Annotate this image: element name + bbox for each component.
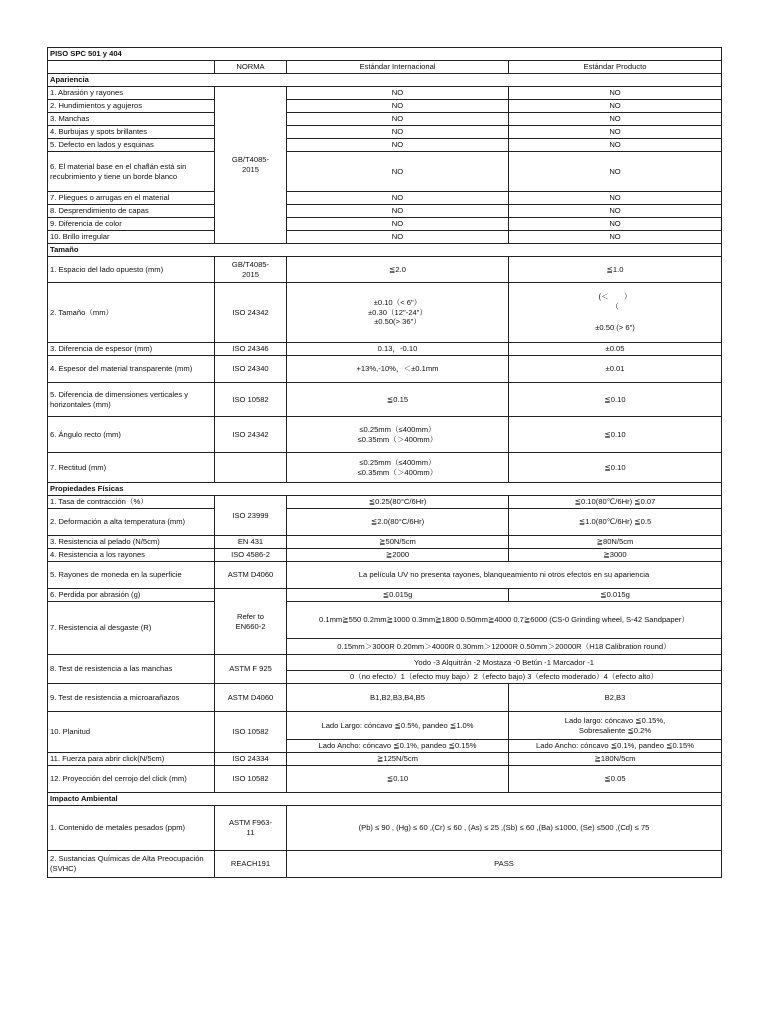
row-item: 2. Hundimientos y agujeros: [48, 100, 215, 113]
row-value: (Pb) ≤ 90 , (Hg) ≤ 60 ,(Cr) ≤ 60 , (As) ≤ 25 ,(Sb) ≤ 60 ,(Ba) ≤1000, (Se) ≤500 ,(Cd) ≤ 75: [287, 806, 722, 851]
table-row: [48, 509, 722, 536]
row-item: 5. Rayones de moneda en la superficie: [48, 562, 215, 589]
table-row: [48, 453, 722, 483]
row-norma: ASTM D4060: [215, 562, 287, 589]
header-empty: [48, 61, 215, 74]
table-row: [48, 417, 722, 453]
row-intl: NO: [287, 218, 509, 231]
table-row: [48, 589, 722, 602]
row-value: PASS: [287, 851, 722, 878]
table-row: [48, 205, 722, 218]
row-item: 12. Proyección del cerrojo del click (mm): [48, 766, 215, 793]
row-norma: ISO 23999: [215, 496, 287, 536]
row-norma: ISO 10582: [215, 712, 287, 753]
row-item: 1. Abrasión y rayones: [48, 87, 215, 100]
row-intl: ≤0.25mm（≤400mm） ≤0.35mm（＞400mm）: [287, 417, 509, 453]
row-intl: NO: [287, 126, 509, 139]
row-norma: ISO 24346: [215, 343, 287, 356]
table-row: [48, 562, 722, 589]
row-prod: NO: [509, 152, 722, 192]
table-row: [48, 257, 722, 283]
row-prod: ≦0.05: [509, 766, 722, 793]
row-prod: B2,B3: [509, 684, 722, 712]
table-row: [48, 496, 722, 509]
spec-table: [47, 47, 722, 878]
table-row: [48, 100, 722, 113]
row-item: 10. Brillo irregular: [48, 231, 215, 244]
row-intl: ≦2.0: [287, 257, 509, 283]
row-prod: NO: [509, 139, 722, 152]
row-prod: ≦0.10: [509, 417, 722, 453]
header-intl: Estándar Internacional: [287, 61, 509, 74]
section-row: [48, 244, 722, 257]
row-intl: ≦0.15: [287, 383, 509, 417]
table-row: [48, 87, 722, 100]
row-item: 4. Resistencia a los rayones: [48, 549, 215, 562]
row-intl: NO: [287, 87, 509, 100]
row-item: 6. Ángulo recto (mm): [48, 417, 215, 453]
row-norma: ISO 24340: [215, 356, 287, 383]
spacer: [511, 311, 719, 323]
table-row: [48, 113, 722, 126]
table-row: [48, 766, 722, 793]
section-ambiental: Impacto Ambiental: [48, 793, 722, 806]
row-norma: REACH191: [215, 851, 287, 878]
row-intl: NO: [287, 231, 509, 244]
table-row: [48, 231, 722, 244]
row-intl: NO: [287, 100, 509, 113]
row-intl: ≧2000: [287, 549, 509, 562]
row-item: 8. Test de resistencia a las manchas: [48, 655, 215, 684]
row-item: 7. Rectitud (mm): [48, 453, 215, 483]
row-item: 11. Fuerza para abrir click(N/5cm): [48, 753, 215, 766]
row-item: 9. Test de resistencia a microarañazos: [48, 684, 215, 712]
table-row: [48, 549, 722, 562]
row-norma: ISO 24342: [215, 417, 287, 453]
table-row: [48, 536, 722, 549]
prod-partial-text: (＜ ） （: [598, 291, 632, 311]
table-row: [48, 356, 722, 383]
section-tamano: Tamaño: [48, 244, 722, 257]
table-row: [48, 126, 722, 139]
row-item: 3. Manchas: [48, 113, 215, 126]
row-intl: Lado Largo: cóncavo ≦0.5%, pandeo ≦1.0%: [287, 712, 509, 740]
header-prod: Estándar Producto: [509, 61, 722, 74]
table-row: [48, 218, 722, 231]
row-intl: ≧50N/5cm: [287, 536, 509, 549]
row-prod: NO: [509, 231, 722, 244]
section-apariencia: Apariencia: [48, 74, 722, 87]
row-item: 1. Contenido de metales pesados (ppm): [48, 806, 215, 851]
header-norma: NORMA: [215, 61, 287, 74]
row-prod: ≦1.0: [509, 257, 722, 283]
row-item: 7. Pliegues o arrugas en el material: [48, 192, 215, 205]
row-norma: ISO 10582: [215, 383, 287, 417]
row-prod: ≧180N/5cm: [509, 753, 722, 766]
row-prod: [509, 283, 722, 343]
row-prod: NO: [509, 100, 722, 113]
row-norma: GB/T4085- 2015: [215, 257, 287, 283]
row-prod: ±0.05: [509, 343, 722, 356]
row-item: 3. Resistencia al pelado (N/5cm): [48, 536, 215, 549]
apariencia-norma: GB/T4085- 2015: [215, 87, 287, 244]
row-item: 1. Espacio del lado opuesto (mm): [48, 257, 215, 283]
row-item: 8. Desprendimiento de capas: [48, 205, 215, 218]
row-item: 2. Tamaño（mm）: [48, 283, 215, 343]
row-norma: ISO 4586-2: [215, 549, 287, 562]
row-prod: Lado largo: cóncavo ≦0.15%, Sobresaliente ≦0.2%: [509, 712, 722, 740]
row-intl: ≧125N/5cm: [287, 753, 509, 766]
row-value: 0.1mm≧550 0.2mm≧1000 0.3mm≧1800 0.50mm≧4000 0.7≧6000 (CS-0 Grinding wheel, S-42 Sandpaper）: [287, 602, 722, 639]
table-row: [48, 152, 722, 192]
row-item: 10. Planitud: [48, 712, 215, 753]
title-row: [48, 48, 722, 61]
row-norma: EN 431: [215, 536, 287, 549]
row-item: 9. Diferencia de color: [48, 218, 215, 231]
row-item: 5. Defecto en lados y esquinas: [48, 139, 215, 152]
row-intl: ≦0.10: [287, 766, 509, 793]
row-intl: ±0.10（< 6"） ±0.30（12"-24"） ±0.50(> 36"）: [287, 283, 509, 343]
table-row: [48, 851, 722, 878]
row-prod: NO: [509, 205, 722, 218]
row-item: 2. Deformación a alta temperatura (mm): [48, 509, 215, 536]
table-row: [48, 806, 722, 851]
row-norma: ASTM F963- 11: [215, 806, 287, 851]
row-item: 6. Perdida por abrasión (g): [48, 589, 215, 602]
row-intl: 0.13，-0.10: [287, 343, 509, 356]
row-item: 2. Sustancias Químicas de Alta Preocupación (SVHC): [48, 851, 215, 878]
table-row: [48, 283, 722, 343]
row-value: La película UV no presenta rayones, blanqueamiento ni otros efectos en su apariencia: [287, 562, 722, 589]
section-row: [48, 793, 722, 806]
row-value: 0（no efecto）1（efecto muy bajo）2（efecto bajo) 3（efecto moderado）4（efecto alto）: [287, 671, 722, 684]
row-prod: ≦0.10: [509, 453, 722, 483]
row-intl: NO: [287, 192, 509, 205]
table-row: [48, 139, 722, 152]
row-item: 6. El material base en el chaflán está sin recubrimiento y tiene un borde blanco: [48, 152, 215, 192]
row-intl: Lado Ancho: cóncavo ≦0.1%, pandeo ≦0.15%: [287, 740, 509, 753]
row-value: 0.15mm＞3000R 0.20mm＞4000R 0.30mm＞12000R 0.50mm＞20000R（H18 Calibration round）: [287, 639, 722, 655]
row-intl: ≦0.015g: [287, 589, 509, 602]
row-intl: B1,B2,B3,B4,B5: [287, 684, 509, 712]
row-item: 4. Burbujas y spots brillantes: [48, 126, 215, 139]
row-intl: ≤0.25mm（≤400mm） ≤0.35mm（＞400mm）: [287, 453, 509, 483]
row-intl: ≦2.0(80°C/6Hr): [287, 509, 509, 536]
row-prod: NO: [509, 113, 722, 126]
row-item: 1. Tasa de contracción（%）: [48, 496, 215, 509]
section-row: [48, 74, 722, 87]
row-value: Yodo -3 Alquitrán -2 Mostaza -0 Betún -1 Marcador -1: [287, 655, 722, 671]
row-intl: +13%,-10%，＜±0.1mm: [287, 356, 509, 383]
row-prod: NO: [509, 192, 722, 205]
row-prod: ≧80N/5cm: [509, 536, 722, 549]
section-fisicas: Propiedades Físicas: [48, 483, 722, 496]
row-intl: NO: [287, 139, 509, 152]
row-norma: Refer to EN660-2: [215, 589, 287, 655]
table-row: [48, 192, 722, 205]
row-intl: NO: [287, 152, 509, 192]
row-prod: ≦0.015g: [509, 589, 722, 602]
table-row: [48, 655, 722, 671]
row-prod: NO: [509, 218, 722, 231]
doc-title: PISO SPC 501 y 404: [48, 48, 722, 61]
row-norma: ASTM D4060: [215, 684, 287, 712]
row-norma: ISO 24334: [215, 753, 287, 766]
row-item: 3. Diferencia de espesor (mm): [48, 343, 215, 356]
row-item: 5. Diferencia de dimensiones verticales y horizontales (mm): [48, 383, 215, 417]
prod-bottom-text: ±0.50 (> 6"): [595, 323, 635, 333]
row-intl: ≦0.25(80°C/6Hr): [287, 496, 509, 509]
row-prod: ±0.01: [509, 356, 722, 383]
table-row: [48, 753, 722, 766]
row-prod: ≧3000: [509, 549, 722, 562]
table-row: [48, 712, 722, 740]
row-norma: ASTM F 925: [215, 655, 287, 684]
table-row: [48, 343, 722, 356]
row-prod: ≦0.10: [509, 383, 722, 417]
row-item: 7. Resistencia al desgaste (R): [48, 602, 215, 655]
row-prod: Lado Ancho: cóncavo ≦0.1%, pandeo ≦0.15%: [509, 740, 722, 753]
row-norma: ISO 10582: [215, 766, 287, 793]
row-prod: NO: [509, 126, 722, 139]
row-prod: ≦1.0(80℃/6Hr) ≦0.5: [509, 509, 722, 536]
row-intl: NO: [287, 205, 509, 218]
row-prod: ≦0.10(80℃/6Hr) ≦0.07: [509, 496, 722, 509]
table-row: [48, 383, 722, 417]
row-intl: NO: [287, 113, 509, 126]
table-row: [48, 602, 722, 639]
table-row: [48, 684, 722, 712]
header-row: [48, 61, 722, 74]
row-norma: [215, 453, 287, 483]
section-row: [48, 483, 722, 496]
row-item: 4. Espesor del material transparente (mm): [48, 356, 215, 383]
row-norma: ISO 24342: [215, 283, 287, 343]
row-prod: NO: [509, 87, 722, 100]
